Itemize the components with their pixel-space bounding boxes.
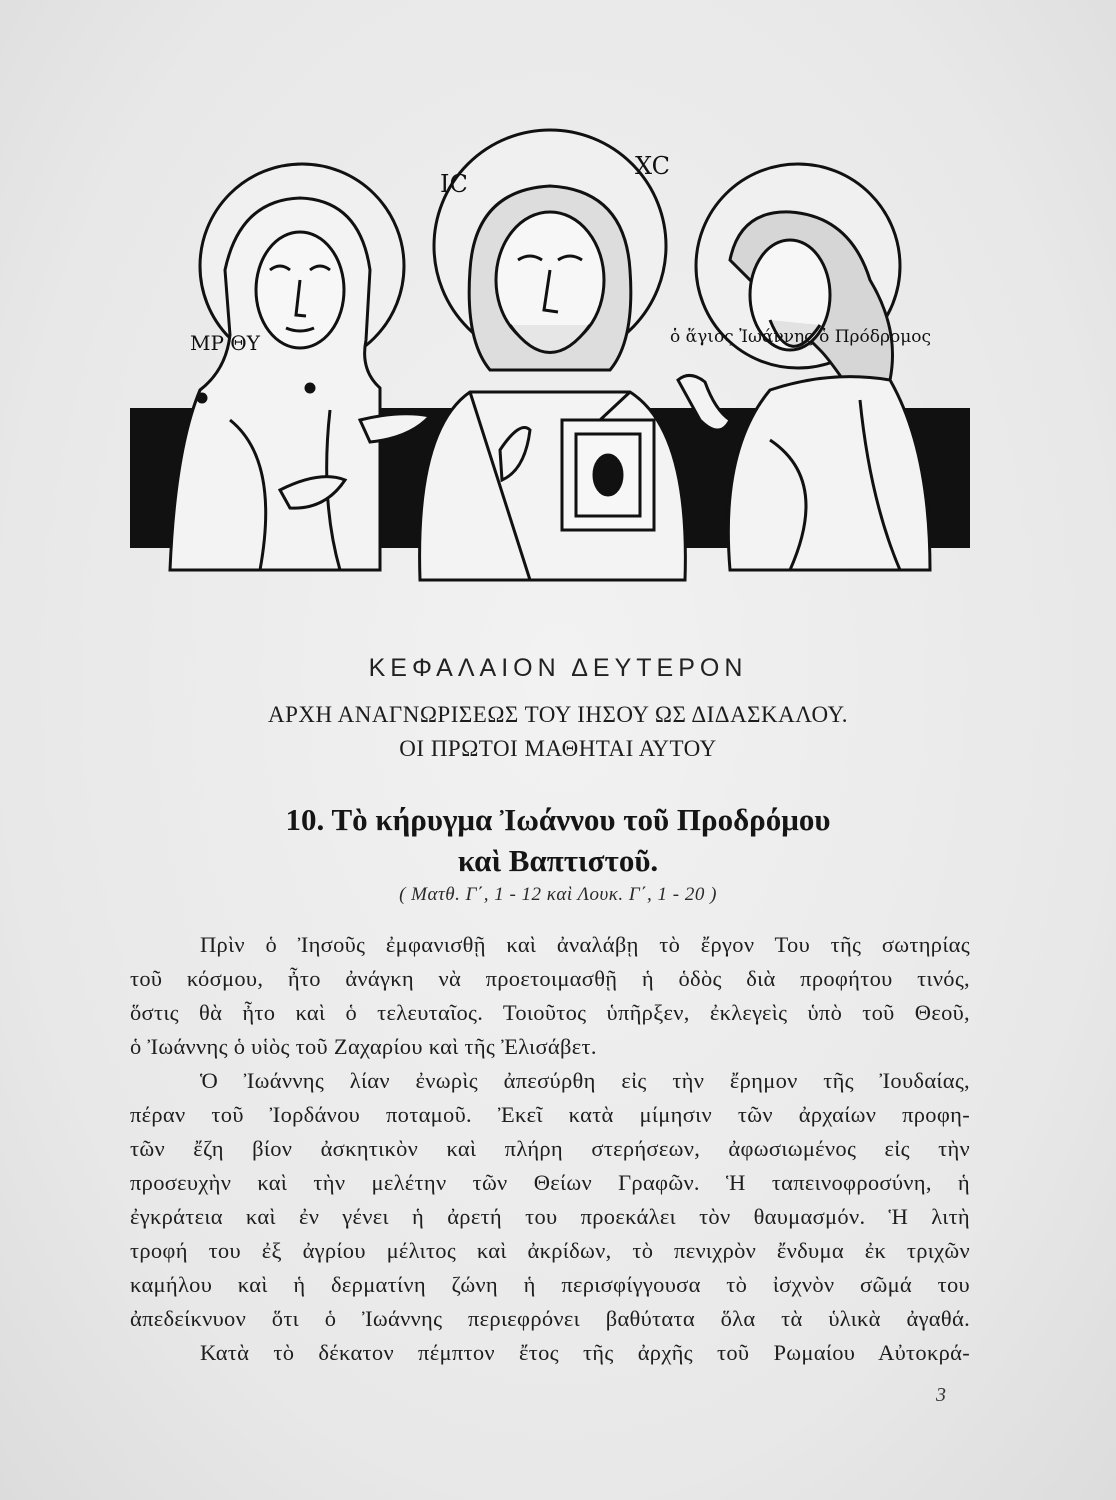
body-line: Πρὶν ὁ Ἰησοῦς ἐμφανισθῇ καὶ ἀναλάβῃ τὸ ἔργον Του τῆς σωτηρίας [200, 932, 970, 957]
body-line: ὁ Ἰωάννης ὁ υἱὸς τοῦ Ζαχαρίου καὶ τῆς Ἐλισάβετ. [130, 1034, 597, 1059]
body-line: ὅστις θὰ ἦτο καὶ ὁ τελευταῖος. Τοιοῦτος ὑπῆρξεν, ἐκλεγεὶς ὑπὸ τοῦ Θεοῦ, [130, 1000, 970, 1025]
caption-mr-thy: ΜΡ ΘΥ [190, 331, 260, 355]
section-heading-line-2: καὶ Βαπτιστοῦ. [457, 843, 659, 878]
body-line: τῶν ἔζη βίον ἀσκητικὸν καὶ πλήρη στερήσεων, ἀφωσιωμένος εἰς τὴν [130, 1136, 970, 1161]
body-line: τροφή του ἐξ ἀγρίου μέλιτος καὶ ἀκρίδων, τὸ πενιχρὸν ἔνδυμα ἐκ τριχῶν [130, 1238, 970, 1263]
caption-xc: XC [635, 152, 671, 180]
chapter-subtitle-line-2: ΟΙ ΠΡΩΤΟΙ ΜΑΘΗΤΑΙ ΑΥΤΟΥ [399, 736, 717, 761]
body-line: καμήλου καὶ ἡ δερματίνη ζώνη ἡ περισφίγγουσα τὸ ἰσχνὸν σῶμά του [130, 1272, 970, 1297]
deesis-icon-illustration [130, 120, 970, 600]
body-line: προσευχὴν καὶ τὴν μελέτην τῶν Θείων Γραφῶν. Ἡ ταπεινοφροσύνη, ἡ [130, 1170, 970, 1195]
body-line: τοῦ κόσμου, ἦτο ἀνάγκη νὰ προετοιμασθῇ ἡ ὁδὸς διὰ προφήτου τινός, [130, 966, 970, 991]
chapter-subtitle-line-1: ΑΡΧΗ ΑΝΑΓΝΩΡΙΣΕΩΣ ΤΟΥ ΙΗΣΟΥ ΩΣ ΔΙΔΑΣΚΑΛΟΥ. [268, 702, 848, 727]
caption-john: ὁ ἅγιος Ἰωάννης ὁ Πρόδρομος [670, 327, 932, 347]
body-line: ἐγκράτεια καὶ ἐν γένει ἡ ἀρετή του προεκάλει τὸν θαυμασμόν. Ἡ λιτὴ [130, 1204, 970, 1229]
body-line: ἀπεδείκνυον ὅτι ὁ Ἰωάννης περιεφρόνει βαθύτατα ὅλα τὰ ὑλικὰ ἀγαθά. [130, 1306, 970, 1331]
caption-ic: ΙC [440, 170, 468, 198]
chapter-label: ΚΕΦΑΛΑΙΟΝ ΔΕΥΤΕΡΟΝ [368, 654, 748, 682]
body-line: Κατὰ τὸ δέκατον πέμπτον ἔτος τῆς ἀρχῆς τοῦ Ρωμαίου Αὐτοκρά- [200, 1340, 970, 1365]
body-line: πέραν τοῦ Ἰορδάνου ποταμοῦ. Ἐκεῖ κατὰ μίμησιν τῶν ἀρχαίων προφη- [130, 1102, 970, 1127]
scripture-reference: ( Ματθ. Γ΄, 1 - 12 καὶ Λουκ. Γ΄, 1 - 20 ) [399, 884, 717, 905]
page-number: 3 [936, 1384, 946, 1406]
section-heading-line-1: 10. Τὸ κήρυγμα Ἰωάννου τοῦ Προδρόμου [285, 802, 831, 837]
body-line: Ὁ Ἰωάννης λίαν ἐνωρὶς ἀπεσύρθη εἰς τὴν ἔρημον τῆς Ἰουδαίας, [200, 1068, 970, 1093]
